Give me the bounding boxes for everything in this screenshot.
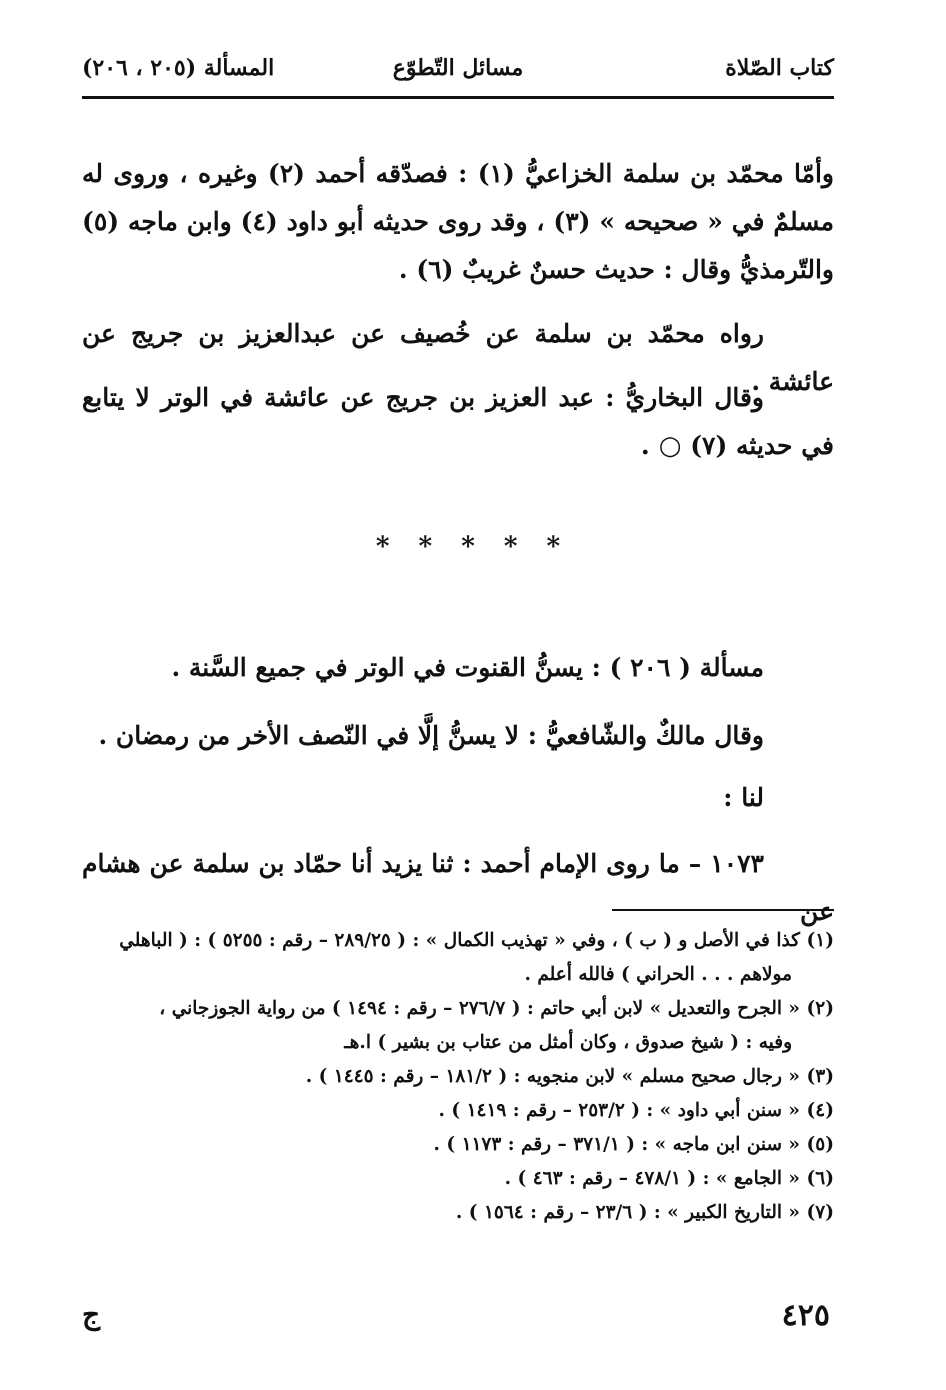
paragraph-line: وقال مالكٌ والشّافعيُّ : لا يسنُّ إلَّا في النّصف الأخر من رمضان . [98,721,764,750]
header-chapter-title: مسائل التّطوّع [392,55,524,81]
paragraph-narrator-1 [82,150,834,294]
header-rule [82,96,834,99]
paragraph-line: رواه محمّد بن سلمة عن خُصيف عن عبدالعزيز بن جريج عن عائشة . [82,319,834,396]
footnote-text: مولاهم . . . الحراني ) فالله أعلم . [524,964,792,985]
footnote-text: « رجال صحيح مسلم » لابن منجويه : ( ١٨١/٢ – رقم : ١٤٤٥ ) . [305,1066,800,1087]
hadith-number: ١٠٧٣ – [688,849,764,878]
header-issue-range: المسألة (٢٠٥ ، ٢٠٦) [82,55,275,81]
paragraph-line: لنا : [723,783,764,812]
paragraph-text [82,840,834,936]
paragraph-hadith [82,840,834,936]
footnote-text: « الجامع » : ( ٤٧٨/١ – رقم : ٤٦٣ ) . [504,1168,800,1189]
footnote-2-cont [82,1026,834,1060]
footnote-2 [82,992,834,1026]
footnote-3 [82,1060,834,1094]
issue-heading [82,644,834,692]
issue-text: يسنُّ القنوت في الوتر في جميع السَّنة . [171,653,583,682]
header-book-title: كتاب الصّلاة [725,55,834,81]
footnote-number: (٥) [806,1134,834,1155]
signature-mark: ج [82,1298,101,1331]
footnote-number: (٤) [806,1100,834,1121]
footnote-rule [612,909,834,911]
footnote-7 [82,1196,834,1230]
paragraph-text [82,374,834,470]
page-number: ٤٢٥ [781,1298,830,1333]
footnote-text: « التاريخ الكبير » : ( ٢٣/٦ – رقم : ١٥٦٤ ) . [455,1202,800,1223]
footnotes [82,924,834,1230]
footnote-text: وفيه : ( شيخ صدوق ، وكان أمثل من عتاب بن بشير ) ا.هـ [344,1032,792,1053]
issue-line [82,644,834,692]
paragraph-malik [82,712,834,760]
footnote-text: « سنن ابن ماجه » : ( ٣٧١/١ – رقم : ١١٧٣ ) . [433,1134,800,1155]
running-header [82,55,834,89]
footnote-text: كذا في الأصل و ( ب ) ، وفي « تهذيب الكمال » : ( ٢٨٩/٢٥ – رقم : ٥٢٥٥ ) : ( الباهلي [119,930,800,951]
footnote-5 [82,1128,834,1162]
footnote-text: « سنن أبي داود » : ( ٢٥٣/٢ – رقم : ١٤١٩ ) . [438,1100,800,1121]
end-circle-mark: ○ . [640,431,682,461]
paragraph-bukhari [82,374,834,470]
footnote-1 [82,924,834,958]
footnote-number: (٣) [806,1066,834,1087]
paragraph-text [82,774,834,822]
issue-label: مسألة ( ٢٠٦ ) : [591,653,764,682]
hadith-text: ما روى الإمام أحمد : ثنا يزيد أنا حمّاد بن سلمة عن هشام عن [82,849,834,926]
footnote-4 [82,1094,834,1128]
footnote-1-cont [82,958,834,992]
paragraph-lana [82,774,834,822]
paragraph-line: وقال البخاريُّ : عبد العزيز بن جريج عن عائشة في الوتر لا يتابع في حديثه (٧) [82,383,834,460]
footnote-number: (٢) [806,998,834,1019]
footnote-6 [82,1162,834,1196]
paragraph-text: وأمّا محمّد بن سلمة الخزاعيُّ (١) : فصدّقه أحمد (٢) وغيره ، وروى له مسلمٌ في « صحيحه » (٣) ، وقد روى حديثه أبو داود (٤) وابن ماجه (٥) والتّرمذيُّ وقال : حديث حسنٌ غريبٌ (٦) . [82,159,834,284]
footnote-number: (١) [806,930,834,951]
paragraph-text [82,712,834,760]
section-separator-stars: * * * * * [375,532,571,562]
footnote-number: (٧) [806,1202,834,1223]
footnote-text: « الجرح والتعديل » لابن أبي حاتم : ( ٢٧٦/٧ – رقم : ١٤٩٤ ) من رواية الجوزجاني ، [159,998,800,1019]
footnote-number: (٦) [806,1168,834,1189]
